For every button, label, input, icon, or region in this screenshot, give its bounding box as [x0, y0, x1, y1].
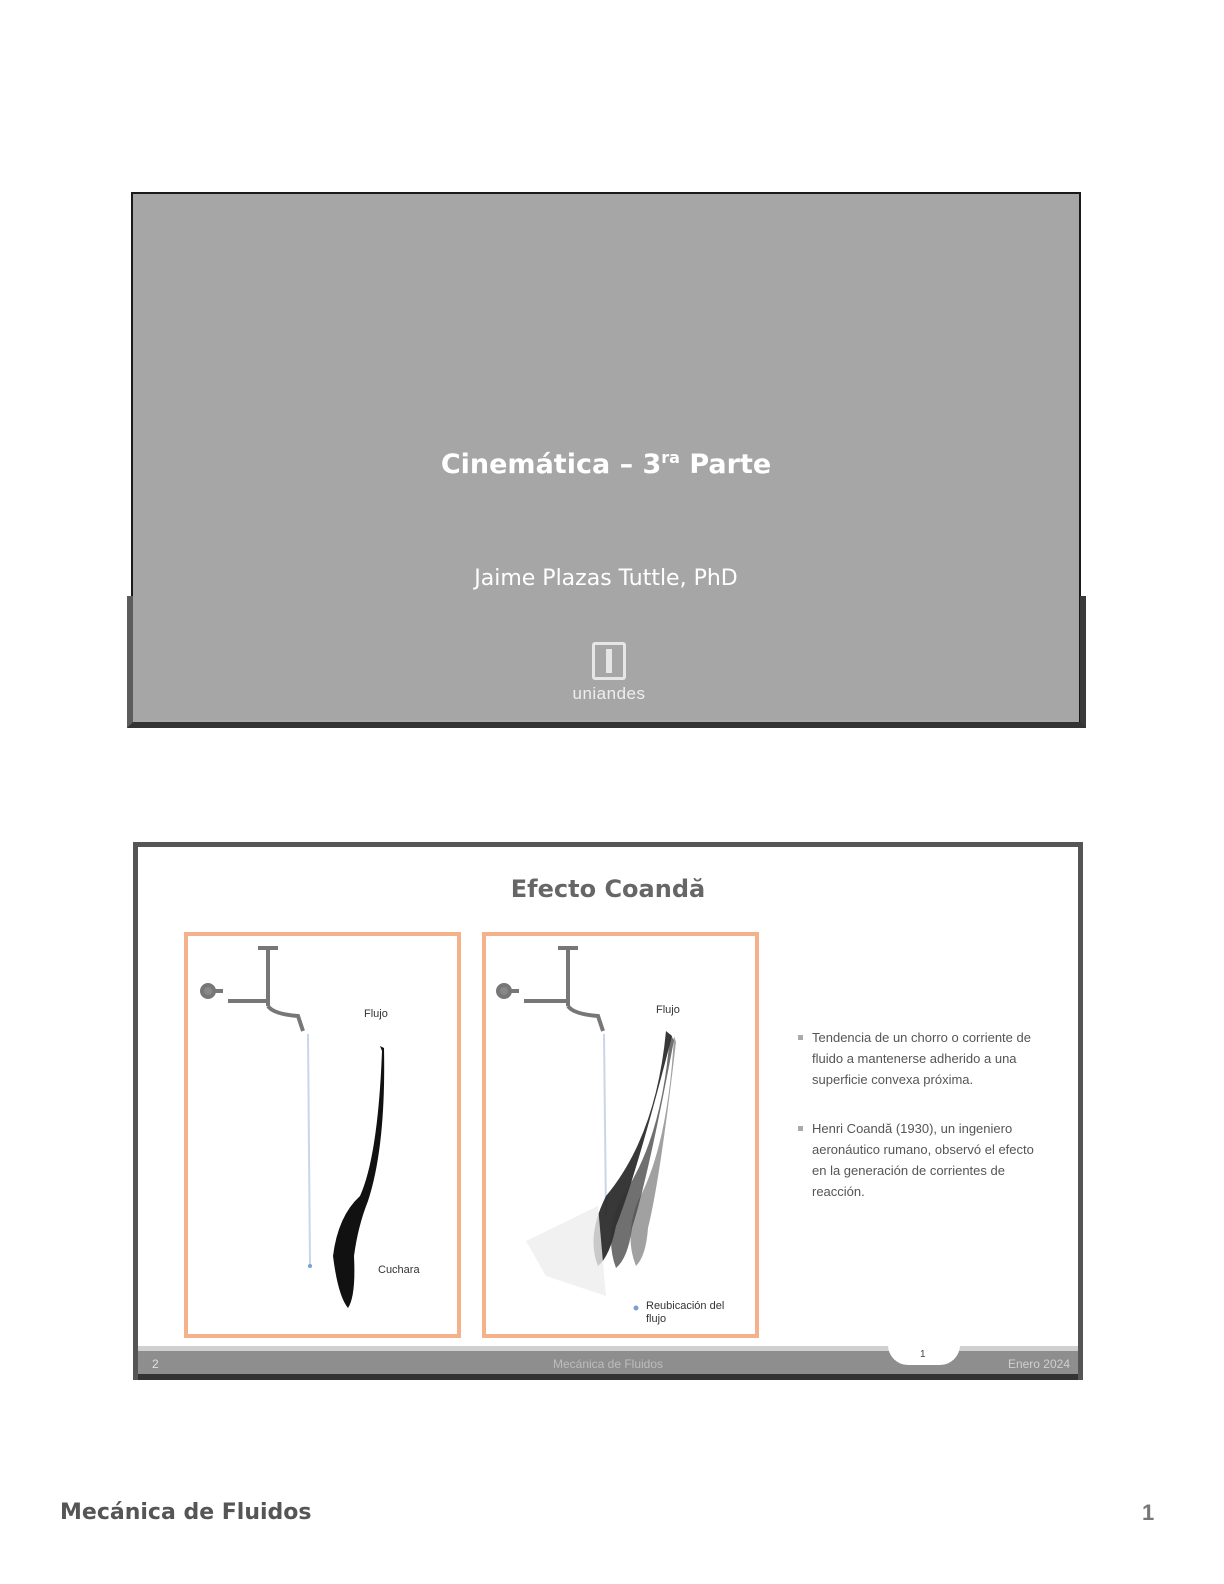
slide-title: Efecto Coandă [510, 875, 706, 903]
logo-mark-icon [592, 642, 626, 680]
water-stream [604, 1034, 606, 1216]
footer-course: Mecánica de Fluidos [552, 1357, 664, 1371]
flow-relocation-label: Reubicación del flujo [646, 1300, 725, 1325]
bullet-item: Henri Coandă (1930), un ingeniero aeronáutico rumano, observó el efecto en la generación de corrientes de reacción. [796, 1118, 1036, 1202]
footer-date: Enero 2024 [1007, 1357, 1070, 1371]
deflected-flow-diagram [486, 936, 755, 1334]
university-logo [550, 642, 668, 712]
bullet-list [796, 1027, 1036, 1230]
slide-footer [138, 1346, 1078, 1380]
footer-tab: 1 [888, 1343, 960, 1365]
spoon-label: Cuchara [378, 1264, 420, 1276]
flow-label: Flujo [364, 1008, 388, 1020]
content-slide [133, 842, 1083, 1380]
logo-text: uniandes [572, 684, 646, 703]
bullet-item: Tendencia de un chorro o corriente de fluido a mantenerse adherido a una superficie convexa próxima. [796, 1027, 1036, 1090]
page-footer-course: Mecánica de Fluidos [60, 1500, 312, 1525]
slide-number: 2 [152, 1357, 159, 1371]
figure-panel-right [482, 932, 759, 1338]
deflected-water [526, 1206, 606, 1296]
title-slide [131, 192, 1081, 724]
spoon-shape [333, 1046, 384, 1308]
slide-title: Cinemática – $3^{ra}$ Parte [440, 448, 772, 480]
water-stream [308, 1034, 310, 1266]
author-name: Jaime Plazas Tuttle, PhD [474, 566, 738, 591]
faucet-icon [202, 946, 303, 1031]
flow-label: Flujo [656, 1004, 680, 1016]
figure-panel-left [184, 932, 461, 1338]
faucet-icon [498, 946, 603, 1031]
page-number: 1 [1142, 1500, 1155, 1525]
